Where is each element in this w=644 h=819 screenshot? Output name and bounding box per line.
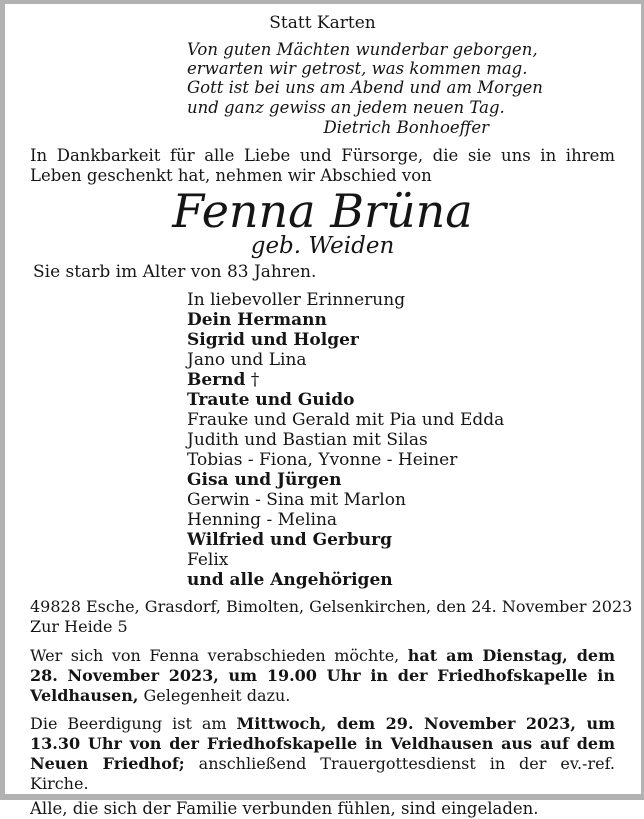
address-block <box>30 597 633 637</box>
regular-text: Gelegenheit dazu. <box>138 685 291 705</box>
family-line: Judith und Bastian mit Silas <box>187 430 428 451</box>
poem-line: Von guten Mächten wunderbar geborgen, <box>187 40 538 59</box>
invitation-line: Alle, die sich der Familie verbunden fühlen, sind eingeladen. <box>30 798 539 818</box>
family-line: Gerwin - Sina mit Marlon <box>187 490 406 511</box>
family-line: Frauke und Gerald mit Pia und Edda <box>187 410 505 431</box>
family-line: Bernd † <box>187 370 260 391</box>
family-line: Felix <box>187 550 229 571</box>
poem-line: und ganz gewiss an jedem neuen Tag. <box>187 97 505 117</box>
family-line: Traute und Guido <box>187 390 355 411</box>
poem-line: Gott ist bei uns am Abend und am Morgen <box>187 78 543 98</box>
family-line: In liebevoller Erinnerung <box>187 290 406 311</box>
regular-text: Die Beerdigung ist am <box>30 714 237 734</box>
address-line-2: Zur Heide 5 <box>30 617 128 637</box>
family-line: Gisa und Jürgen <box>187 470 342 491</box>
regular-text: anschließend Trauergottesdienst in der ev.-ref. Kirche. <box>30 754 615 793</box>
dagger-symbol: † <box>245 370 260 391</box>
poem-attribution: Dietrich Bonhoeffer <box>323 117 489 137</box>
statt-karten-header: Statt Karten <box>269 13 376 33</box>
poem-lines <box>187 40 543 117</box>
family-line: Dein Hermann <box>187 310 327 331</box>
deceased-name: Fenna Brüna <box>172 184 473 239</box>
intro-paragraph: In Dankbarkeit für alle Liebe und Fürsorge, die sie uns in ihrem Leben geschenkt hat, nehmen wir Abschied von <box>30 146 615 186</box>
poem-line: erwarten wir getrost, was kommen mag. <box>187 59 528 79</box>
poem-block <box>187 40 543 137</box>
regular-text: Wer sich von Fenna verabschieden möchte, <box>30 646 408 666</box>
family-line: Sigrid und Holger <box>187 330 359 351</box>
family-line: Tobias - Fiona, Yvonne - Heiner <box>187 450 458 471</box>
family-line: Jano und Lina <box>187 350 307 371</box>
burial-paragraph <box>30 714 615 793</box>
emphasized-text: hat am Dienstag, dem 28. November 2023, um 19.00 Uhr in der Friedhofskapelle in Veldhausen, <box>30 646 616 705</box>
farewell-paragraph <box>30 646 615 705</box>
maiden-name: geb. Weiden <box>250 233 395 260</box>
emphasized-text: Mittwoch, dem 29. November 2023, um 13.30 Uhr von der Friedhofskapelle in Veldhausen aus auf dem Neuen Friedhof; <box>30 714 616 773</box>
family-line: und alle Angehörigen <box>187 570 393 591</box>
address-line-1: 49828 Esche, Grasdorf, Bimolten, Gelsenkirchen, den 24. November 2023 <box>30 597 633 617</box>
family-list <box>187 290 615 590</box>
family-line: Wilfried und Gerburg <box>187 530 392 551</box>
age-line: Sie starb im Alter von 83 Jahren. <box>33 262 317 283</box>
family-line: Henning - Melina <box>187 510 338 531</box>
